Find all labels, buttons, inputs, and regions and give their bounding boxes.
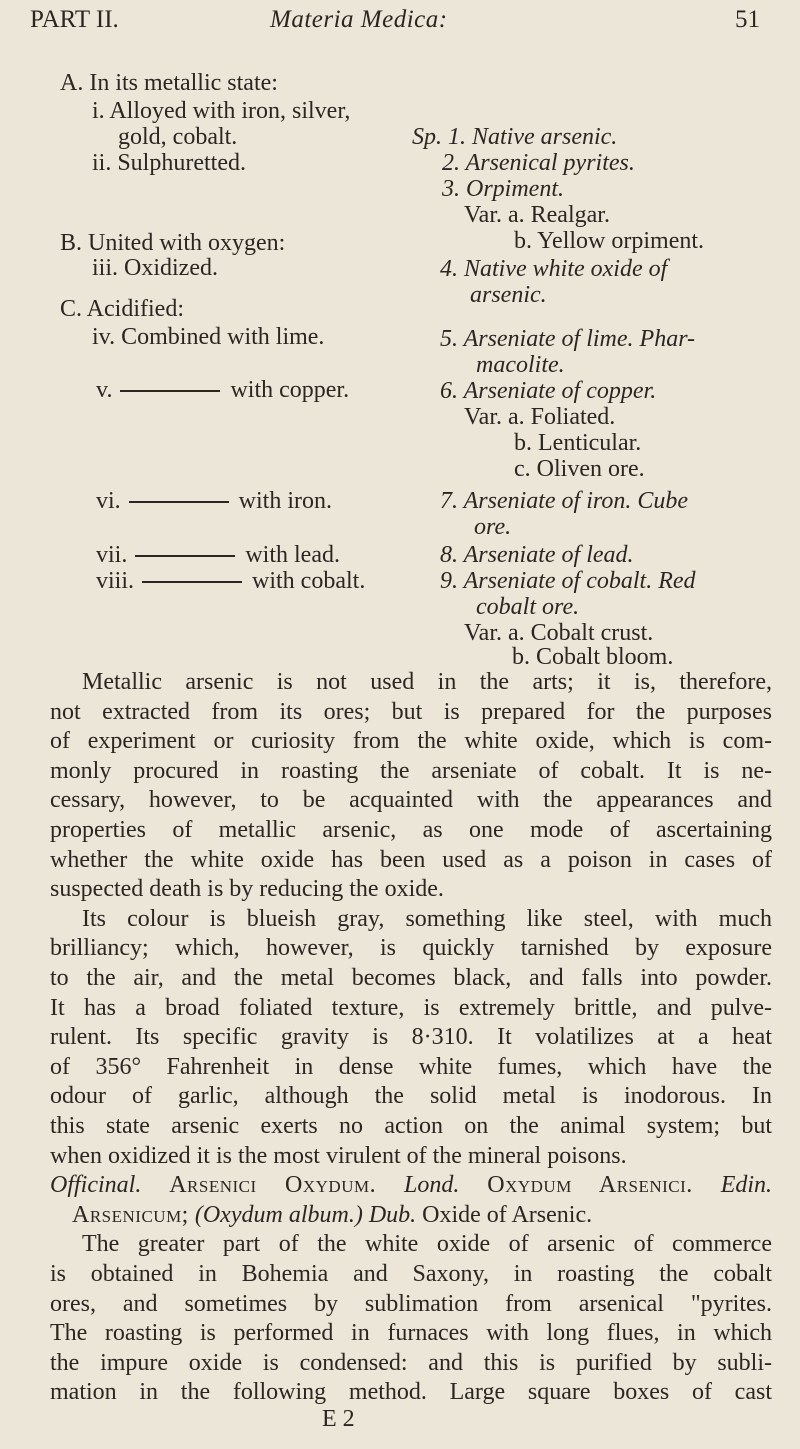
paragraph-2-line: rulent. Its specific gravity is 8·310. It volatilizes at a heat [50,1024,772,1051]
species-9-var-b: b. Cobalt bloom. [512,644,674,670]
paragraph-1-line: cessary, however, to be acquainted with the appearances and [50,787,772,814]
species-9-var-a: Var. a. Cobalt crust. [464,620,654,646]
paragraph-3-line: the impure oxide is condensed: and this is purified by subli- [50,1349,772,1376]
running-header-title: Materia Medica: [270,6,448,33]
item-iv: iv. Combined with lime. [92,324,325,350]
species-7-line2: ore. [474,514,512,540]
species-5-line2: macolite. [476,352,565,378]
officinal-city-dublin: Dub. [368,1201,417,1228]
ditto-rule [120,390,220,392]
item-vi-numeral: vi. [96,488,121,514]
section-b-heading: B. United with oxygen: [60,230,286,256]
species-4-line1: 4. Native white oxide of [440,256,668,282]
paragraph-3-line: ores, and sometimes by sublimation from arsenical "pyrites. [50,1290,772,1317]
species-8: 8. Arseniate of lead. [440,542,634,568]
species-6-var-b: b. Lenticular. [514,430,642,456]
paragraph-2-line: Its colour is blueish gray, something like steel, with much [82,905,772,932]
officinal-line-2 [72,1201,772,1231]
item-viii [96,568,365,594]
paragraph-3-line: The greater part of the white oxide of arsenic of commerce [82,1231,772,1258]
paragraph-2-line: It has a broad foliated texture, is extremely brittle, and pulve- [50,994,772,1021]
paragraph-1-line: Metallic arsenic is not used in the arts; it is, therefore, [82,669,772,695]
paragraph-2-line: to the air, and the metal becomes black, and falls into powder. [50,965,772,991]
officinal-latin: (Oxydum album.) [194,1201,363,1228]
item-vii-text: with lead. [245,542,340,568]
paragraph-1-line: monly procured in roasting the arseniate of cobalt. It is ne- [50,757,772,784]
paragraph-2-line: when oxidized it is the most virulent of the mineral poisons. [50,1142,627,1169]
officinal-name-dublin: Arsenicum; [72,1201,189,1228]
item-viii-text: with cobalt. [252,568,366,594]
paragraph-1-line: not extracted from its ores; but is prepared for the purposes [50,698,772,725]
ditto-rule [142,581,242,583]
species-7-line1: 7. Arseniate of iron. Cube [440,488,688,514]
officinal-city-london: Lond. [404,1172,460,1199]
item-i-line1: i. Alloyed with iron, silver, [92,98,351,124]
item-ii: ii. Sulphuretted. [92,150,246,176]
item-vi-text: with iron. [238,488,332,514]
item-vi [96,488,332,514]
species-4-line2: arsenic. [470,282,547,308]
running-header-part: PART II. [30,6,119,33]
officinal-name-edinburgh: Oxydum Arsenici. [487,1172,693,1199]
paragraph-1-line: properties of metallic arsenic, as one mode of ascertaining [50,817,772,843]
paragraph-1-line: suspected death is by reducing the oxide. [50,876,444,903]
officinal-city-edinburgh: Edin. [720,1172,773,1199]
item-vii-numeral: vii. [96,542,128,568]
ditto-rule [135,555,235,557]
species-3: 3. Orpiment. [442,176,564,202]
species-6-var-c: c. Oliven ore. [514,456,645,482]
species-9-line2: cobalt ore. [476,594,580,620]
paragraph-2-line: of 356° Fahrenheit in dense white fumes, which have the [50,1053,772,1080]
ditto-rule [129,501,229,503]
species-3-var-b: b. Yellow orpiment. [514,228,705,254]
section-c-heading: C. Acidified: [60,296,184,322]
officinal-name-london: Arsenici Oxydum. [169,1172,377,1199]
item-v-text: with copper. [230,377,350,403]
section-a-heading: A. In its metallic state: [60,70,278,96]
paragraph-1-line: whether the white oxide has been used as a poison in cases of [50,846,772,873]
paragraph-2-line: this state arsenic exerts no action on the animal system; but [50,1113,772,1139]
item-vii [96,542,340,568]
species-9-line1: 9. Arseniate of cobalt. Red [440,568,696,594]
paragraph-3-line: The roasting is performed in furnaces with long flues, in which [50,1320,772,1347]
paragraph-1-line: of experiment or curiosity from the white oxide, which is com- [50,728,772,755]
signature-mark: E 2 [322,1406,355,1432]
species-5-line1: 5. Arseniate of lime. Phar- [440,326,696,352]
paragraph-2-line: odour of garlic, although the solid metal is inodorous. In [50,1083,772,1110]
paragraph-2-line: brilliancy; which, however, is quickly tarnished by exposure [50,935,772,962]
species-3-var-a: Var. a. Realgar. [464,202,610,228]
officinal-line-1 [50,1171,772,1201]
officinal-label: Officinal. [50,1172,142,1199]
species-6-var-a: Var. a. Foliated. [464,404,616,430]
species-1: Sp. 1. Native arsenic. [412,124,618,150]
item-i-line2: gold, cobalt. [118,124,238,150]
item-viii-numeral: viii. [96,568,135,594]
item-iii: iii. Oxidized. [92,255,218,281]
page-number: 51 [735,6,760,33]
species-2: 2. Arsenical pyrites. [442,150,635,176]
item-v-numeral: v. [96,377,113,403]
species-6: 6. Arseniate of copper. [440,378,657,404]
paragraph-3-line: mation in the following method. Large square boxes of cast [50,1379,772,1406]
item-v [96,377,349,403]
paragraph-3-line: is obtained in Bohemia and Saxony, in roasting the cobalt [50,1261,772,1287]
officinal-english: Oxide of Arsenic. [422,1201,593,1228]
